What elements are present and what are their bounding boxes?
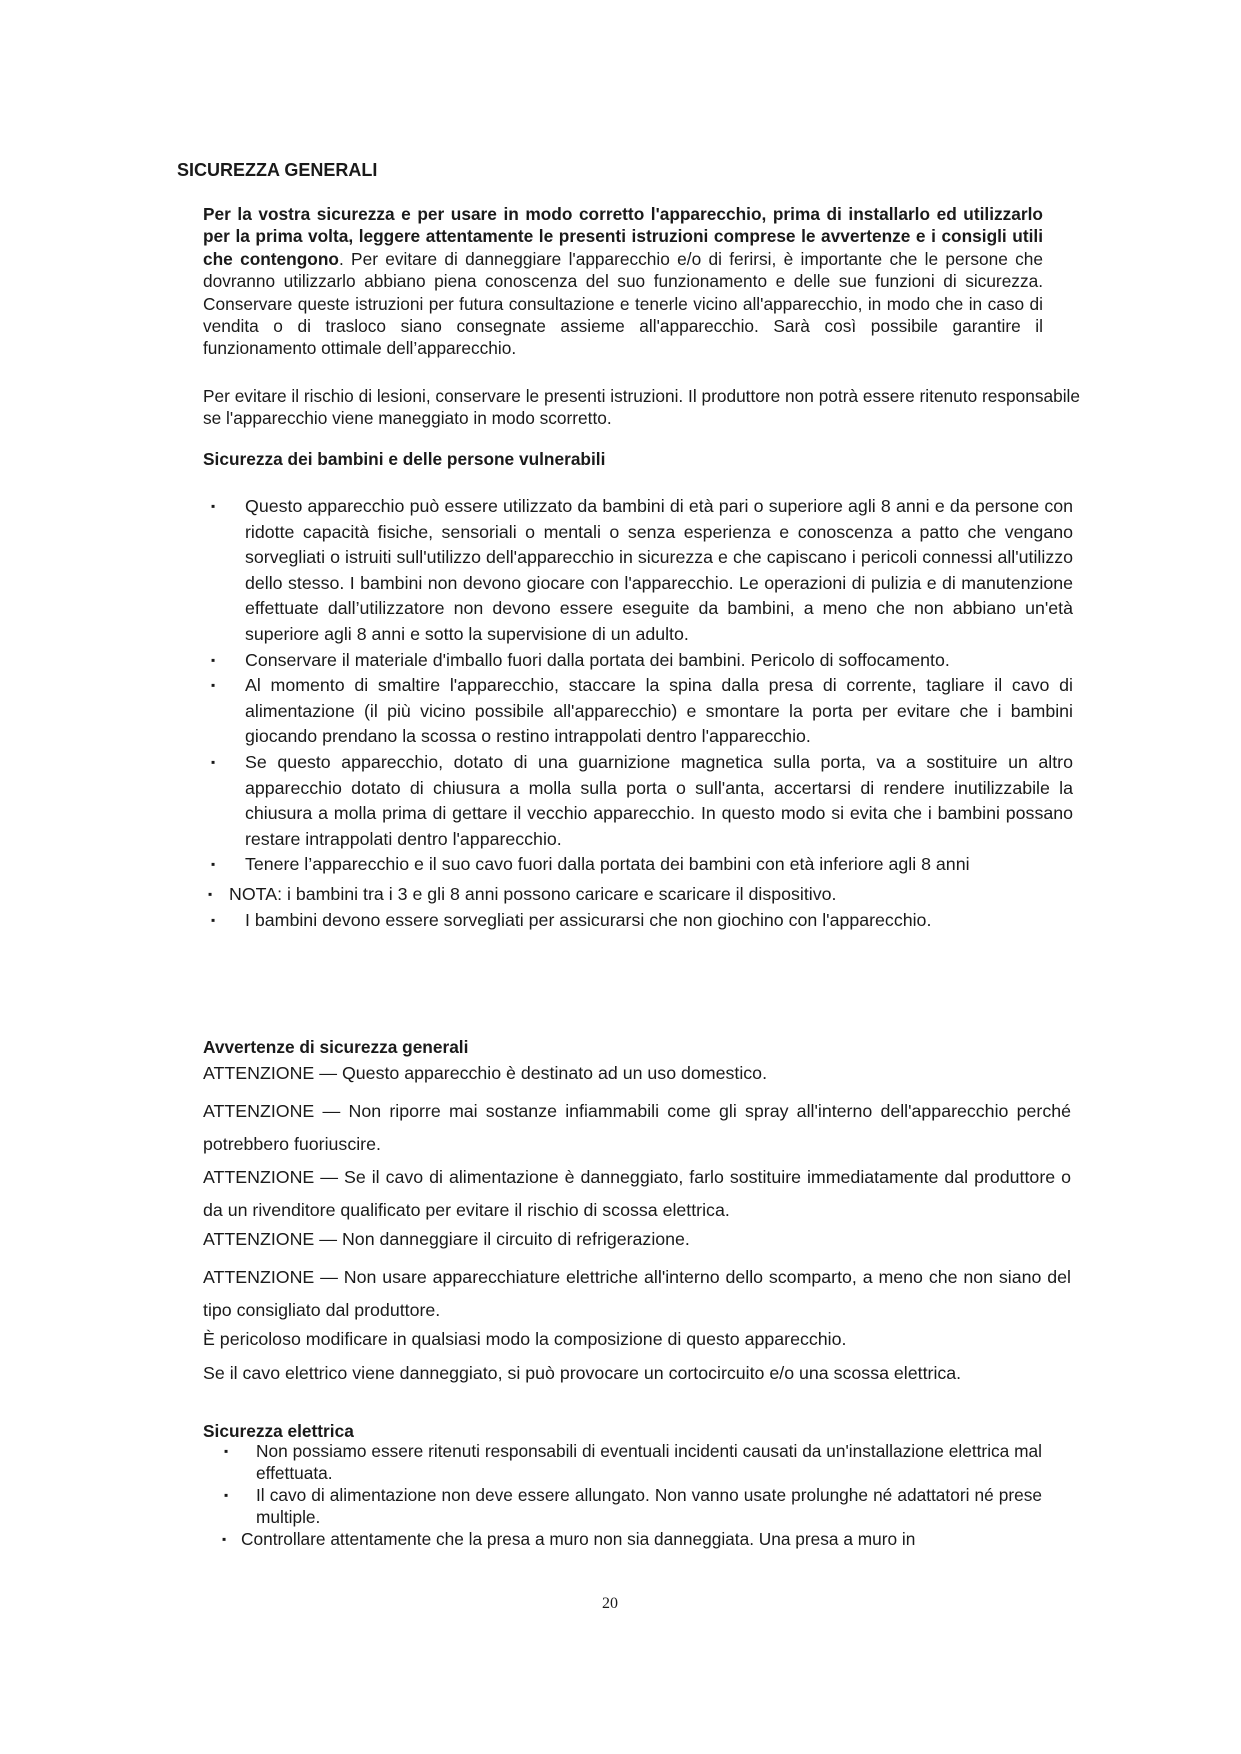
page-number: 20	[602, 1595, 618, 1612]
bullet-icon: ▪	[211, 652, 216, 667]
list-item	[203, 673, 1073, 750]
general-warnings-list	[203, 1061, 1071, 1395]
list-item-text: Questo apparecchio può essere utilizzato da bambini di età pari o superiore agli 8 anni e da persone con ridotte capacità fisiche, sensoriali o mentali o senza esperienza e conoscenza a patto che vengano sorvegliati o istruiti sull'utilizzo dell'apparecchio in sicurezza e che capiscano i pericoli connessi all'utilizzo dello stesso. I bambini non devono giocare con l'apparecchio. Le operazioni di pulizia e di manutenzione effettuate dall’utilizzatore non devono essere eseguite da bambini, a meno che non abbiano un'età superiore agli 8 anni e sotto la supervisione di un adulto.	[245, 496, 1073, 644]
list-item	[203, 882, 1073, 908]
children-safety-list	[203, 494, 1073, 933]
intro-bold-text: Per la vostra sicurezza e per usare in modo corretto l'apparecchio, prima di installarlo ed utilizzarlo per la prima volta, leggere attentamente le presenti istruzioni comprese le avvertenze e i consigli utili che contengono	[203, 204, 1043, 269]
warning-item: ATTENZIONE — Se il cavo di alimentazione è danneggiato, farlo sostituire immediatamente dal produttore o da un rivenditore qualificato per evitare il rischio di scossa elettrica.	[203, 1167, 1071, 1220]
warning-item: ATTENZIONE — Non riporre mai sostanze infiammabili come gli spray all'interno dell'apparecchio perché potrebbero fuoriuscire.	[203, 1101, 1071, 1154]
warning-item: È pericoloso modificare in qualsiasi modo la composizione di questo apparecchio.	[203, 1329, 847, 1349]
bullet-icon: ▪	[208, 886, 213, 901]
children-safety-heading: Sicurezza dei bambini e delle persone vulnerabili	[203, 449, 606, 469]
list-item	[203, 750, 1073, 852]
intro-paragraph	[203, 203, 1043, 360]
bullet-icon: ▪	[222, 1532, 227, 1547]
warning-item: ATTENZIONE — Non danneggiare il circuito di refrigerazione.	[203, 1229, 690, 1249]
bullet-icon: ▪	[224, 1444, 229, 1458]
page-title: SICUREZZA GENERALI	[177, 160, 378, 180]
list-item	[203, 494, 1073, 648]
general-warnings-heading: Avvertenze di sicurezza generali	[203, 1037, 469, 1057]
list-item-text: I bambini devono essere sorvegliati per assicurarsi che non giochino con l'apparecchio.	[245, 909, 932, 930]
list-item-text: Se questo apparecchio, dotato di una guarnizione magnetica sulla porta, va a sostituire un altro apparecchio dotato di chiusura a molla sulla porta o sull'anta, accertarsi di rendere inutilizzabile la chiusura a molla prima di gettare il vecchio apparecchio. In questo modo si evita che i bambini possano restare intrappolati dentro l'apparecchio.	[245, 751, 1073, 849]
list-item	[203, 648, 1073, 674]
list-item-text: Non possiamo essere ritenuti responsabili di eventuali incidenti causati da un'installazione elettrica mal effettuata.	[256, 1441, 1042, 1483]
list-item	[203, 908, 1073, 934]
list-item-text: Controllare attentamente che la presa a muro non sia danneggiata. Una presa a muro in	[241, 1529, 916, 1550]
bullet-icon: ▪	[211, 499, 216, 513]
bullet-icon: ▪	[211, 754, 216, 769]
intro-rest-text: . Per evitare di danneggiare l'apparecchio e/o di ferirsi, è importante che le persone che dovranno utilizzarlo abbiano piena conoscenza del suo funzionamento e delle sue funzioni di sicurezza. Conservare queste istruzioni per futura consultazione e tenerle vicino all'apparecchio, in modo che in caso di vendita o di trasloco siano consegnate assieme all'apparecchio. Sarà così possibile garantire il funzionamento ottimale dell’apparecchio.	[203, 248, 1043, 359]
list-item	[222, 1485, 1042, 1528]
warning-item: ATTENZIONE — Non usare apparecchiature elettriche all'interno dello scomparto, a meno che non siano del tipo consigliato dal produttore.	[203, 1267, 1071, 1320]
bullet-icon: ▪	[211, 912, 216, 927]
warning-item: Se il cavo elettrico viene danneggiato, si può provocare un cortocircuito e/o una scossa elettrica.	[203, 1363, 962, 1383]
electrical-safety-heading: Sicurezza elettrica	[203, 1421, 354, 1441]
list-item	[222, 1529, 1042, 1551]
list-item-text: Al momento di smaltire l'apparecchio, staccare la spina dalla presa di corrente, tagliare il cavo di alimentazione (il più vicino possibile all'apparecchio) e smontare la porta per evitare che i bambini giocando prendano la scossa o restino intrappolati dentro l'apparecchio.	[245, 675, 1073, 747]
intro-tail-paragraph: Per evitare il rischio di lesioni, conservare le presenti istruzioni. Il produttore non potrà essere ritenuto responsabile se l'apparecchio viene maneggiato in modo scorretto.	[203, 386, 1080, 429]
list-item-text: Tenere l’apparecchio e il suo cavo fuori dalla portata dei bambini con età inferiore agli 8 anni	[245, 854, 970, 875]
bullet-icon: ▪	[211, 678, 216, 693]
bullet-icon: ▪	[211, 857, 216, 872]
electrical-safety-list	[222, 1441, 1042, 1552]
list-item-text: Il cavo di alimentazione non deve essere allungato. Non vanno usate prolunghe né adattatori né prese multiple.	[256, 1485, 1042, 1527]
list-item-text: NOTA: i bambini tra i 3 e gli 8 anni possono caricare e scaricare il dispositivo.	[229, 883, 837, 904]
list-item	[203, 852, 1073, 878]
bullet-icon: ▪	[224, 1488, 229, 1503]
warning-item: ATTENZIONE — Questo apparecchio è destinato ad un uso domestico.	[203, 1063, 768, 1083]
list-item-text: Conservare il materiale d'imballo fuori dalla portata dei bambini. Pericolo di soffocamento.	[245, 649, 950, 670]
list-item	[222, 1441, 1042, 1484]
